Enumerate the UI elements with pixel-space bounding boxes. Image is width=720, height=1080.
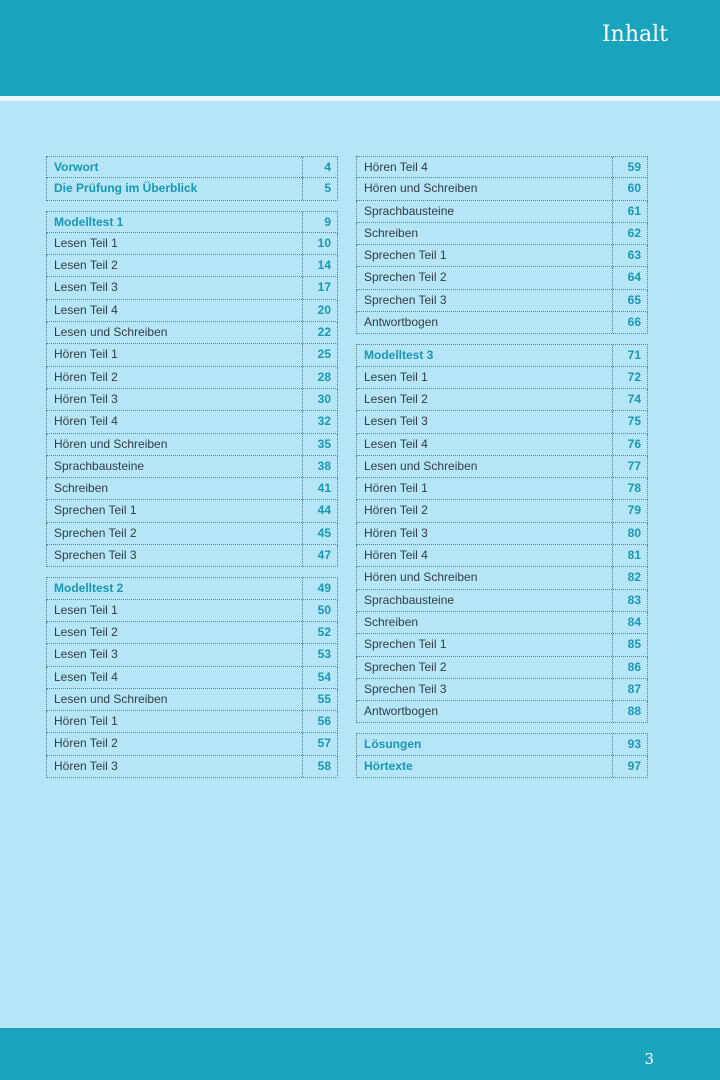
- toc-heading-row: [46, 156, 338, 178]
- toc-entry-label: Lesen Teil 4: [54, 669, 118, 684]
- toc-entry-label: Sprachbausteine: [364, 592, 455, 607]
- toc-entry-page: 87: [612, 679, 647, 700]
- toc-entry-page: 81: [612, 545, 647, 566]
- toc-entry-label: Hören Teil 1: [364, 481, 428, 496]
- toc-row: [46, 322, 338, 344]
- toc-entry-page: 80: [612, 523, 647, 544]
- toc-entry-page: 41: [302, 478, 337, 499]
- toc-row: [356, 634, 648, 656]
- toc-group: [46, 156, 338, 201]
- toc-row: [356, 612, 648, 634]
- toc-row: [356, 679, 648, 701]
- header-divider: [0, 96, 720, 101]
- toc-entry-label: Schreiben: [364, 225, 419, 240]
- toc-entry-page: 72: [612, 367, 647, 388]
- toc-entry-label: Sprechen Teil 1: [364, 637, 447, 652]
- toc-column-left: [46, 156, 338, 788]
- toc-group: [356, 156, 648, 334]
- toc-entry-label: Lesen Teil 3: [54, 280, 118, 295]
- toc-entry-label: Lesen und Schreiben: [54, 691, 168, 706]
- toc-entry-label: Hören Teil 4: [54, 414, 118, 429]
- toc-entry-label: Modelltest 2: [54, 581, 124, 596]
- toc-entry-page: 49: [302, 578, 337, 598]
- toc-entry-label: Sprechen Teil 2: [54, 525, 137, 540]
- toc-row: [46, 689, 338, 711]
- page-number: 3: [644, 1050, 654, 1068]
- toc-row: [356, 389, 648, 411]
- toc-row: [356, 478, 648, 500]
- toc-row: [46, 733, 338, 755]
- toc-entry-page: 32: [302, 411, 337, 432]
- toc-entry-page: 45: [302, 523, 337, 544]
- toc-row: [46, 389, 338, 411]
- toc-row: [46, 344, 338, 366]
- toc-entry-label: Die Prüfung im Überblick: [54, 181, 198, 196]
- toc-entry-label: Hören Teil 3: [364, 525, 428, 540]
- toc-entry-label: Lesen und Schreiben: [54, 325, 168, 340]
- toc-entry-label: Vorwort: [54, 160, 99, 174]
- toc-row: [46, 667, 338, 689]
- toc-entry-label: Hören und Schreiben: [54, 436, 168, 451]
- toc-heading-row: [356, 733, 648, 755]
- toc-row: [356, 290, 648, 312]
- toc-row: [46, 500, 338, 522]
- toc-row: [356, 411, 648, 433]
- toc-group: [356, 344, 648, 723]
- toc-entry-page: 35: [302, 434, 337, 455]
- toc-row: [46, 600, 338, 622]
- toc-entry-page: 14: [302, 255, 337, 276]
- toc-entry-label: Hören Teil 4: [364, 548, 428, 563]
- toc-entry-label: Hören Teil 4: [364, 160, 428, 174]
- toc-entry-page: 4: [302, 157, 337, 177]
- toc-row: [356, 245, 648, 267]
- toc-row: [46, 711, 338, 733]
- toc-row: [356, 523, 648, 545]
- toc-entry-label: Hören Teil 2: [54, 736, 118, 751]
- toc-entry-page: 64: [612, 267, 647, 288]
- toc-row: [46, 523, 338, 545]
- toc-entry-label: Lesen Teil 1: [364, 369, 428, 384]
- toc-row: [46, 478, 338, 500]
- toc-entry-label: Sprechen Teil 3: [364, 681, 447, 696]
- toc-row: [356, 312, 648, 334]
- toc-entry-page: 88: [612, 701, 647, 722]
- toc-entry-page: 17: [302, 277, 337, 298]
- toc-entry-page: 62: [612, 223, 647, 244]
- toc-entry-page: 20: [302, 300, 337, 321]
- toc-entry-label: Hören Teil 3: [54, 758, 118, 773]
- toc-entry-page: 10: [302, 233, 337, 254]
- toc-entry-page: 82: [612, 567, 647, 588]
- toc-row: [356, 367, 648, 389]
- toc-row: [356, 201, 648, 223]
- toc-row: [46, 277, 338, 299]
- toc-entry-label: Hören Teil 1: [54, 714, 118, 729]
- toc-row: [356, 657, 648, 679]
- toc-entry-page: 25: [302, 344, 337, 365]
- toc-entry-page: 55: [302, 689, 337, 710]
- toc-entry-page: 86: [612, 657, 647, 678]
- toc-entry-label: Schreiben: [54, 481, 109, 496]
- toc-entry-label: Lesen Teil 2: [364, 391, 428, 406]
- toc-entry-label: Hören und Schreiben: [364, 570, 478, 585]
- toc-group: [46, 211, 338, 568]
- toc-entry-page: 50: [302, 600, 337, 621]
- toc-row: [356, 434, 648, 456]
- toc-entry-label: Sprechen Teil 3: [364, 292, 447, 307]
- toc-entry-label: Antwortbogen: [364, 315, 439, 330]
- toc-entry-page: 22: [302, 322, 337, 343]
- toc-row: [46, 434, 338, 456]
- toc-entry-page: 79: [612, 500, 647, 521]
- toc-row: [356, 500, 648, 522]
- toc-entry-page: 60: [612, 178, 647, 199]
- toc-entry-page: 53: [302, 644, 337, 665]
- toc-entry-label: Sprechen Teil 1: [54, 503, 137, 518]
- toc-entry-page: 5: [302, 178, 337, 199]
- toc-entry-page: 44: [302, 500, 337, 521]
- toc-entry-page: 78: [612, 478, 647, 499]
- toc-entry-label: Schreiben: [364, 614, 419, 629]
- toc-row: [46, 411, 338, 433]
- toc-entry-label: Hören Teil 2: [54, 369, 118, 384]
- toc-group: [46, 577, 338, 778]
- toc-entry-label: Sprechen Teil 3: [54, 548, 137, 563]
- toc-entry-label: Sprechen Teil 1: [364, 248, 447, 263]
- toc-row: [356, 545, 648, 567]
- toc-entry-page: 97: [612, 756, 647, 777]
- toc-row: [46, 456, 338, 478]
- toc-entry-label: Lesen Teil 1: [54, 602, 118, 617]
- toc-entry-page: 30: [302, 389, 337, 410]
- toc-entry-page: 71: [612, 345, 647, 365]
- toc-row: [46, 756, 338, 778]
- toc-row: [356, 567, 648, 589]
- toc-entry-page: 57: [302, 733, 337, 754]
- header-band: [0, 0, 720, 96]
- toc-row: [46, 255, 338, 277]
- toc-entry-page: 28: [302, 367, 337, 388]
- toc-entry-page: 54: [302, 667, 337, 688]
- toc-entry-label: Hörtexte: [364, 758, 413, 773]
- toc-entry-label: Hören Teil 3: [54, 391, 118, 406]
- toc-entry-page: 85: [612, 634, 647, 655]
- toc-row: [356, 456, 648, 478]
- toc-heading-row: [356, 756, 648, 778]
- toc-entry-label: Lesen und Schreiben: [364, 458, 478, 473]
- toc-entry-label: Lesen Teil 1: [54, 235, 118, 250]
- footer-band: [0, 1028, 720, 1080]
- toc-entry-label: Hören Teil 2: [364, 503, 428, 518]
- toc-entry-label: Lesen Teil 4: [54, 302, 118, 317]
- toc-row: [356, 701, 648, 723]
- toc-heading-row: [356, 344, 648, 366]
- toc-row: [46, 545, 338, 567]
- toc-row: [46, 644, 338, 666]
- toc-heading-row: [46, 211, 338, 233]
- toc-row: [356, 267, 648, 289]
- toc-row: [356, 223, 648, 245]
- toc-entry-page: 38: [302, 456, 337, 477]
- toc-entry-page: 93: [612, 734, 647, 754]
- toc-entry-page: 84: [612, 612, 647, 633]
- toc-entry-label: Lösungen: [364, 737, 422, 752]
- toc-row: [46, 300, 338, 322]
- toc-entry-page: 63: [612, 245, 647, 266]
- toc-entry-page: 59: [612, 157, 647, 177]
- toc-heading-row: [46, 577, 338, 599]
- toc-entry-label: Lesen Teil 3: [54, 647, 118, 662]
- toc-entry-label: Sprachbausteine: [54, 458, 145, 473]
- toc-entry-page: 9: [302, 212, 337, 232]
- toc-entry-page: 66: [612, 312, 647, 333]
- toc-entry-label: Hören Teil 1: [54, 347, 118, 362]
- toc-entry-label: Modelltest 1: [54, 214, 124, 229]
- toc-row: [356, 590, 648, 612]
- toc-entry-label: Sprechen Teil 2: [364, 659, 447, 674]
- toc-entry-page: 75: [612, 411, 647, 432]
- toc-column-right: [356, 156, 648, 788]
- toc-entry-label: Lesen Teil 2: [54, 624, 118, 639]
- toc-entry-page: 83: [612, 590, 647, 611]
- page-title: Inhalt: [601, 22, 668, 47]
- toc-entry-page: 76: [612, 434, 647, 455]
- toc-entry-page: 61: [612, 201, 647, 222]
- toc-entry-label: Antwortbogen: [364, 704, 439, 719]
- toc-entry-label: Lesen Teil 3: [364, 414, 428, 429]
- toc-row: [46, 622, 338, 644]
- toc-row: [356, 178, 648, 200]
- toc-entry-label: Sprachbausteine: [364, 203, 455, 218]
- toc-entry-page: 56: [302, 711, 337, 732]
- toc-row: [46, 367, 338, 389]
- toc-entry-page: 77: [612, 456, 647, 477]
- toc-group: [356, 733, 648, 778]
- toc-entry-page: 74: [612, 389, 647, 410]
- toc-heading-row: [46, 178, 338, 200]
- toc-row: [46, 233, 338, 255]
- toc-entry-label: Lesen Teil 2: [54, 258, 118, 273]
- toc-row: [356, 156, 648, 178]
- toc-entry-label: Sprechen Teil 2: [364, 270, 447, 285]
- toc-entry-label: Lesen Teil 4: [364, 436, 428, 451]
- toc-entry-label: Hören und Schreiben: [364, 181, 478, 196]
- toc-entry-label: Modelltest 3: [364, 348, 434, 363]
- toc-entry-page: 65: [612, 290, 647, 311]
- toc-entry-page: 47: [302, 545, 337, 566]
- toc-entry-page: 58: [302, 756, 337, 777]
- toc-entry-page: 52: [302, 622, 337, 643]
